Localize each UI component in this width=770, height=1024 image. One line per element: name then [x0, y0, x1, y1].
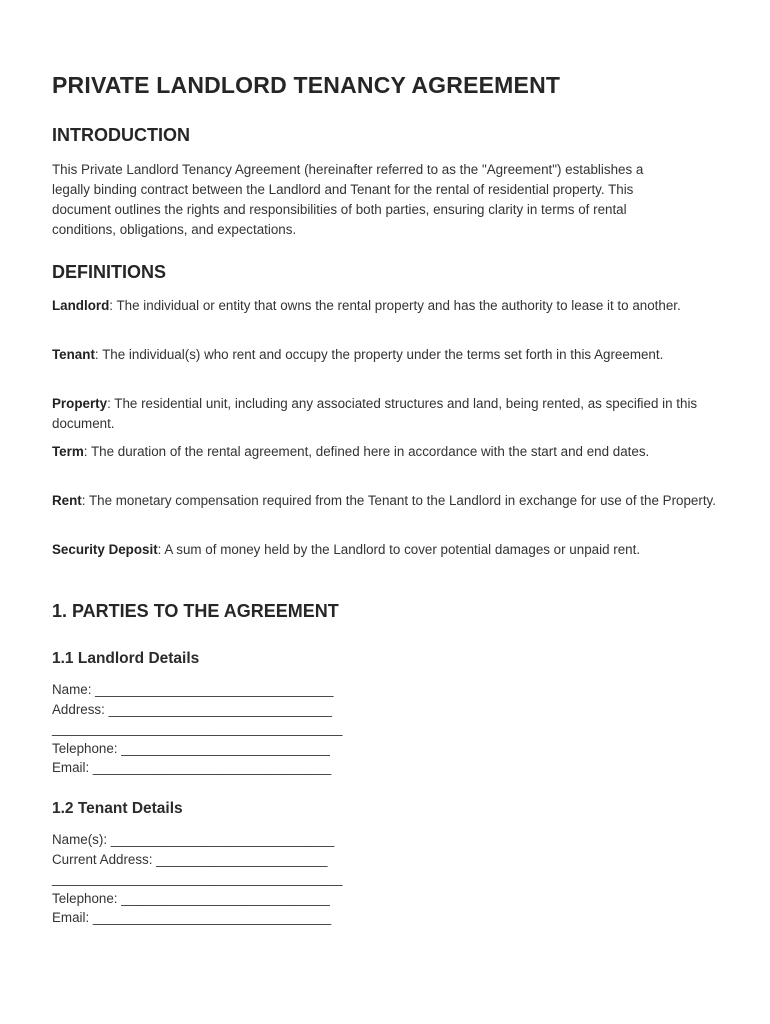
tenant-telephone-field: Telephone: ____________________________	[52, 890, 330, 906]
landlord-telephone-field: Telephone: ____________________________	[52, 740, 330, 756]
definition-text: : The residential unit, including any associated structures and land, being rented, as specified in this document.	[52, 396, 698, 431]
definition-text: : The individual(s) who rent and occupy the property under the terms set forth in this Agreement.	[94, 347, 664, 362]
definition-term: Property	[52, 396, 108, 411]
introduction-heading: INTRODUCTION	[52, 125, 190, 145]
landlord-details-section	[52, 650, 712, 668]
definition-property	[52, 394, 707, 434]
definition-term-item	[52, 442, 707, 462]
tenant-details-fields	[52, 830, 712, 928]
definition-term: Term	[52, 444, 84, 459]
definition-security-deposit	[52, 540, 707, 560]
definition-tenant	[52, 345, 692, 365]
landlord-email-field: Email: ________________________________	[52, 760, 332, 775]
parties-section	[52, 601, 712, 622]
definition-term: Security Deposit	[52, 542, 158, 557]
introduction-body-wrap	[52, 160, 662, 240]
parties-heading: 1. PARTIES TO THE AGREEMENT	[52, 601, 339, 621]
tenant-current-address-field: Current Address: _______________________	[52, 851, 328, 867]
introduction-body: This Private Landlord Tenancy Agreement (hereinafter referred to as the "Agreement") establishes a legally binding contract between the Landlord and Tenant for the rental of residential property. This document outlines the rights and responsibilities of both parties, ensuring clarity in terms of rental conditions, obligations, and expectations.	[52, 162, 644, 237]
definitions-heading: DEFINITIONS	[52, 262, 167, 282]
landlord-name-field: Name: ________________________________	[52, 682, 334, 697]
landlord-address-field: Address: ______________________________	[52, 701, 332, 717]
definition-text: : The individual or entity that owns the rental property and has the authority to lease it to another.	[109, 298, 681, 313]
tenant-details-section	[52, 800, 712, 818]
definition-term: Landlord	[52, 298, 110, 313]
definition-term: Tenant	[52, 347, 95, 362]
document-title: PRIVATE LANDLORD TENANCY AGREEMENT	[52, 72, 561, 98]
tenant-email-field: Email: ________________________________	[52, 910, 332, 925]
definitions-section	[52, 262, 712, 283]
definition-text: : The monetary compensation required from the Tenant to the Landlord in exchange for use of the Property.	[81, 493, 716, 508]
tenant-details-heading: 1.2 Tenant Details	[52, 800, 183, 817]
landlord-address-line-2: _______________________________________	[52, 721, 343, 736]
tenant-names-field: Name(s): ______________________________	[52, 832, 335, 847]
definition-text: : A sum of money held by the Landlord to cover potential damages or unpaid rent.	[157, 542, 641, 557]
definition-landlord	[52, 296, 707, 316]
introduction-section	[52, 125, 712, 146]
definition-text: : The duration of the rental agreement, defined here in accordance with the start and end dates.	[83, 444, 650, 459]
tenant-address-line-2: _______________________________________	[52, 871, 343, 886]
landlord-details-fields	[52, 680, 712, 778]
definition-term: Rent	[52, 493, 82, 508]
definition-rent	[52, 491, 717, 511]
landlord-details-heading: 1.1 Landlord Details	[52, 650, 200, 667]
